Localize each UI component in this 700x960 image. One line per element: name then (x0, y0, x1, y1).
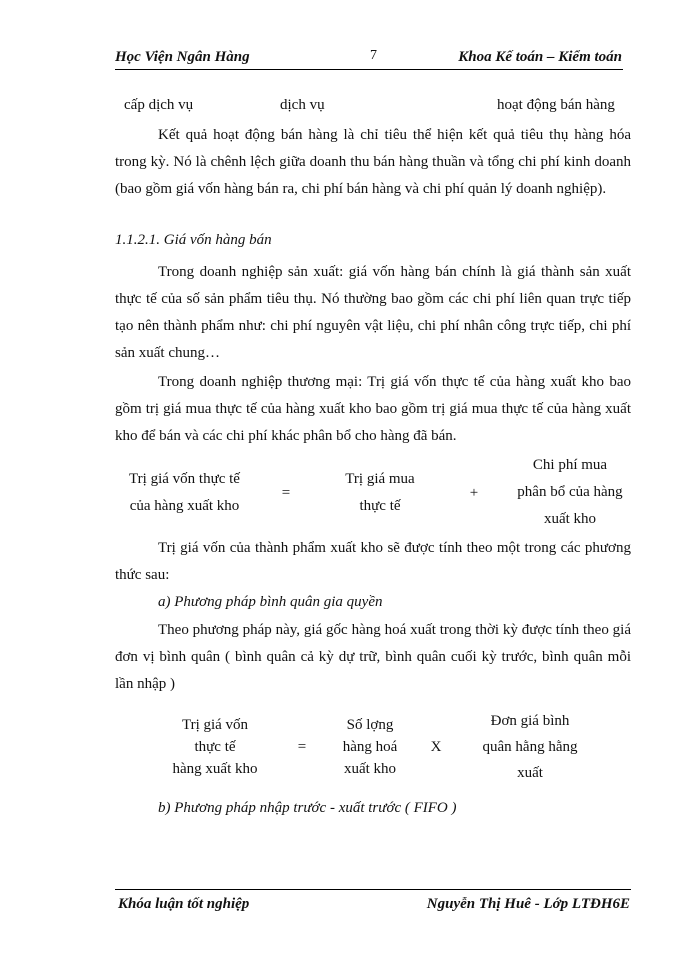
formula1-rhs-line1: Chi phí mua (532, 457, 608, 473)
fragment-3: hoạt động bán hàng (497, 97, 615, 113)
paragraph-1: Kết quả hoạt động bán hàng là chỉ tiêu thể hiện kết quả tiêu thụ hàng hóa trong kỳ. Nó là chênh lệch giữa doanh thu bán hàng thuần và tổng chi phí kinh doanh (bao gồm giá vốn hàng bán ra, chi phí bán hàng và chi phí quản lý doanh nghiệp). (115, 127, 631, 197)
method-a: a) Phương pháp bình quân gia quyền (158, 594, 383, 610)
method-b: b) Phương pháp nhập trước - xuất trước ( FIFO ) (158, 800, 457, 816)
header-rule (115, 69, 623, 70)
header-left: Học Viện Ngân Hàng (115, 49, 250, 65)
fragment-1: cấp dịch vụ (124, 97, 194, 113)
footer-rule (115, 889, 631, 890)
formula2-times: X (430, 739, 442, 755)
section-heading: 1.1.2.1. Giá vốn hàng bán (115, 232, 272, 248)
formula2-mid-line1: Số lợng (346, 717, 394, 733)
formula2-equals: = (297, 739, 307, 755)
formula2-rhs-line2: quân hằng hằng (482, 739, 578, 755)
footer-left: Khóa luận tốt nghiệp (118, 896, 250, 912)
formula1-mid-line2: thực tế (359, 498, 401, 514)
formula1-plus: + (469, 485, 479, 501)
header-right: Khoa Kế toán – Kiểm toán (458, 49, 622, 65)
formula2-rhs-line1: Đơn giá bình (490, 713, 570, 729)
formula2-mid-line3: xuất kho (343, 761, 397, 777)
formula2-rhs-line3: xuất (517, 765, 543, 781)
formula2-lhs-line3: hàng xuất kho (172, 761, 258, 777)
formula1-lhs-line2: của hàng xuất kho (129, 498, 240, 514)
formula1-rhs-line2: phân bổ của hàng (517, 484, 623, 500)
formula2-mid-line2: hàng hoá (342, 739, 398, 755)
footer-right: Nguyễn Thị Huê - Lớp LTĐH6E (426, 896, 630, 912)
page-number: 7 (370, 48, 377, 63)
fragment-2: dịch vụ (280, 97, 325, 113)
formula2-lhs-line2: thực tế (194, 739, 236, 755)
formula1-lhs-line1: Trị giá vốn thực tế (129, 471, 240, 487)
paragraph-3: Trong doanh nghiệp thương mại: Trị giá vốn thực tế của hàng xuất kho bao gồm trị giá mua thực tế của hàng xuất kho bao gồm trị giá mua thực tế của hàng xuất kho để bán và các chi phí khác phân bổ cho hàng đã bán. (115, 374, 631, 444)
formula1-equals: = (281, 485, 291, 501)
formula2-lhs-line1: Trị giá vốn (181, 717, 249, 733)
formula1-rhs-line3: xuất kho (543, 511, 597, 527)
paragraph-5: Theo phương pháp này, giá gốc hàng hoá xuất trong thời kỳ được tính theo giá đơn vị bình quân ( bình quân cả kỳ dự trữ, bình quân cuối kỳ trước, bình quân mỗi lần nhập ) (115, 622, 631, 692)
formula1-mid-line1: Trị giá mua (345, 471, 415, 487)
paragraph-4: Trị giá vốn của thành phẩm xuất kho sẽ được tính theo một trong các phương thức sau: (115, 540, 631, 583)
paragraph-2: Trong doanh nghiệp sản xuất: giá vốn hàng bán chính là giá thành sản xuất thực tế của số sản phẩm tiêu thụ. Nó thường bao gồm các chi phí liên quan trực tiếp tạo nên thành phẩm như: chi phí nguyên vật liệu, chi phí nhân công trực tiếp, chi phí sản xuất chung… (115, 264, 631, 361)
